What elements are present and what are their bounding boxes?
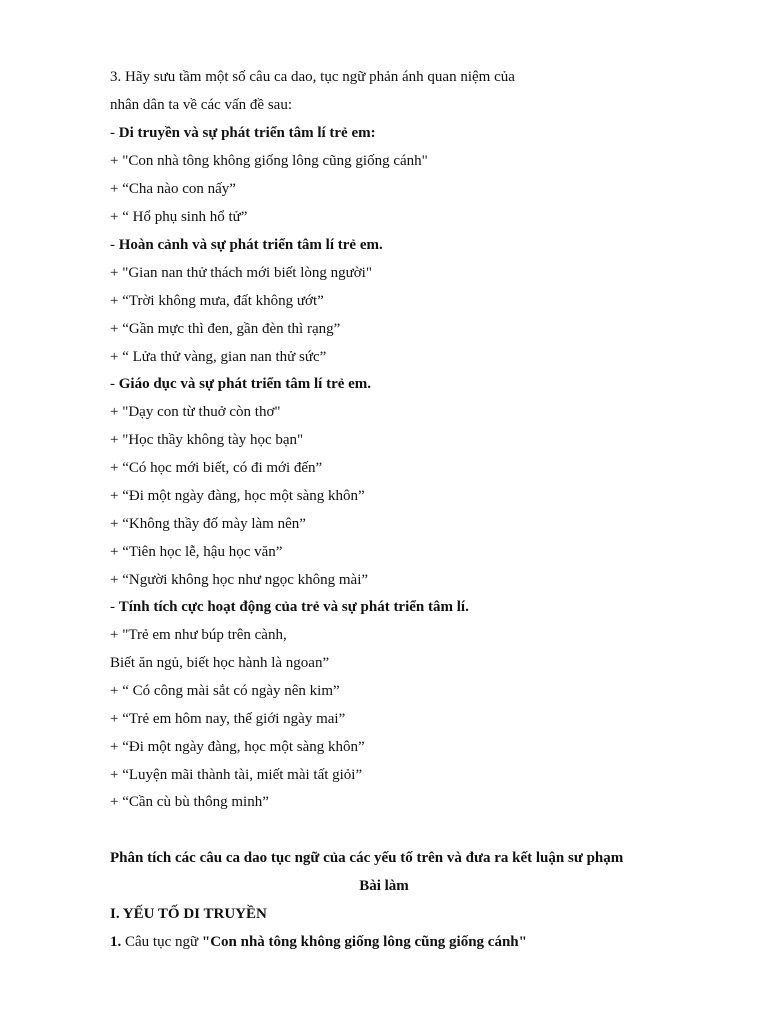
section-1-title: Di truyền và sự phát triển tâm lí trẻ em: (118, 125, 376, 141)
list-item: + “Có học mới biết, có đi mới đến” (110, 460, 323, 476)
section-3-heading (110, 374, 371, 394)
list-item: + “Tiên học lễ, hậu học văn” (110, 544, 283, 560)
list-item: + “Cần cù bù thông minh” (110, 794, 269, 810)
list-item: + “Trời không mưa, đất không ướt” (110, 293, 324, 309)
list-item: + "Con nhà tông không giống lông cũng giống cánh" (110, 153, 428, 169)
part-1-heading: I. YẾU TỐ DI TRUYỀN (110, 906, 267, 922)
list-item: + “Luyện mãi thành tài, miết mài tất giỏi” (110, 767, 363, 783)
item-1-quote: "Con nhà tông không giống lông cũng giống cánh" (201, 934, 527, 950)
list-item: + “Cha nào con nấy” (110, 181, 236, 197)
section-4-title: Tính tích cực hoạt động của trẻ và sự phát triển tâm lí. (118, 599, 469, 615)
section-2-dash: - (110, 237, 119, 253)
list-item: + “ Có công mài sắt có ngày nên kim” (110, 683, 340, 699)
list-item: + “ Hổ phụ sinh hổ tử” (110, 209, 248, 225)
analysis-title: Phân tích các câu ca dao tục ngữ của các yếu tố trên và đưa ra kết luận sư phạm (110, 850, 624, 866)
item-1-number: 1. (110, 934, 122, 950)
list-item: + "Dạy con từ thuở còn thơ" (110, 404, 281, 420)
intro-line-1: 3. Hãy sưu tầm một số câu ca dao, tục ngữ phản ánh quan niệm của (110, 69, 515, 85)
section-1-heading (110, 123, 376, 143)
section-2-title: Hoàn cảnh và sự phát triển tâm lí trẻ em. (118, 237, 383, 253)
item-1-line (110, 932, 527, 952)
list-item: + “Đi một ngày đàng, học một sàng khôn” (110, 739, 365, 755)
list-item: + “Gần mực thì đen, gần đèn thì rạng” (110, 321, 341, 337)
section-4-heading (110, 597, 469, 617)
section-3-title: Giáo dục và sự phát triển tâm lí trẻ em. (118, 376, 372, 392)
list-item: + “Trẻ em hôm nay, thế giới ngày mai” (110, 711, 346, 727)
intro-line-2: nhân dân ta về các vấn đề sau: (110, 97, 292, 113)
section-2-heading (110, 235, 383, 255)
list-item: + "Học thầy không tày học bạn" (110, 432, 304, 448)
section-4-dash: - (110, 599, 119, 615)
list-item: + "Gian nan thử thách mới biết lòng người" (110, 265, 372, 281)
list-item: + “Không thầy đố mày làm nên” (110, 516, 306, 532)
list-item: Biết ăn ngủ, biết học hành là ngoan” (110, 655, 330, 671)
section-3-dash: - (110, 376, 119, 392)
list-item: + “ Lửa thử vàng, gian nan thử sức” (110, 349, 327, 365)
list-item: + "Trẻ em như búp trên cành, (110, 627, 287, 643)
section-1-dash: - (110, 125, 119, 141)
list-item: + “Người không học như ngọc không mài” (110, 572, 369, 588)
list-item: + “Đi một ngày đàng, học một sàng khôn” (110, 488, 365, 504)
item-1-text: Câu tục ngữ (121, 934, 202, 950)
bai-lam-heading: Bài làm (359, 878, 409, 894)
